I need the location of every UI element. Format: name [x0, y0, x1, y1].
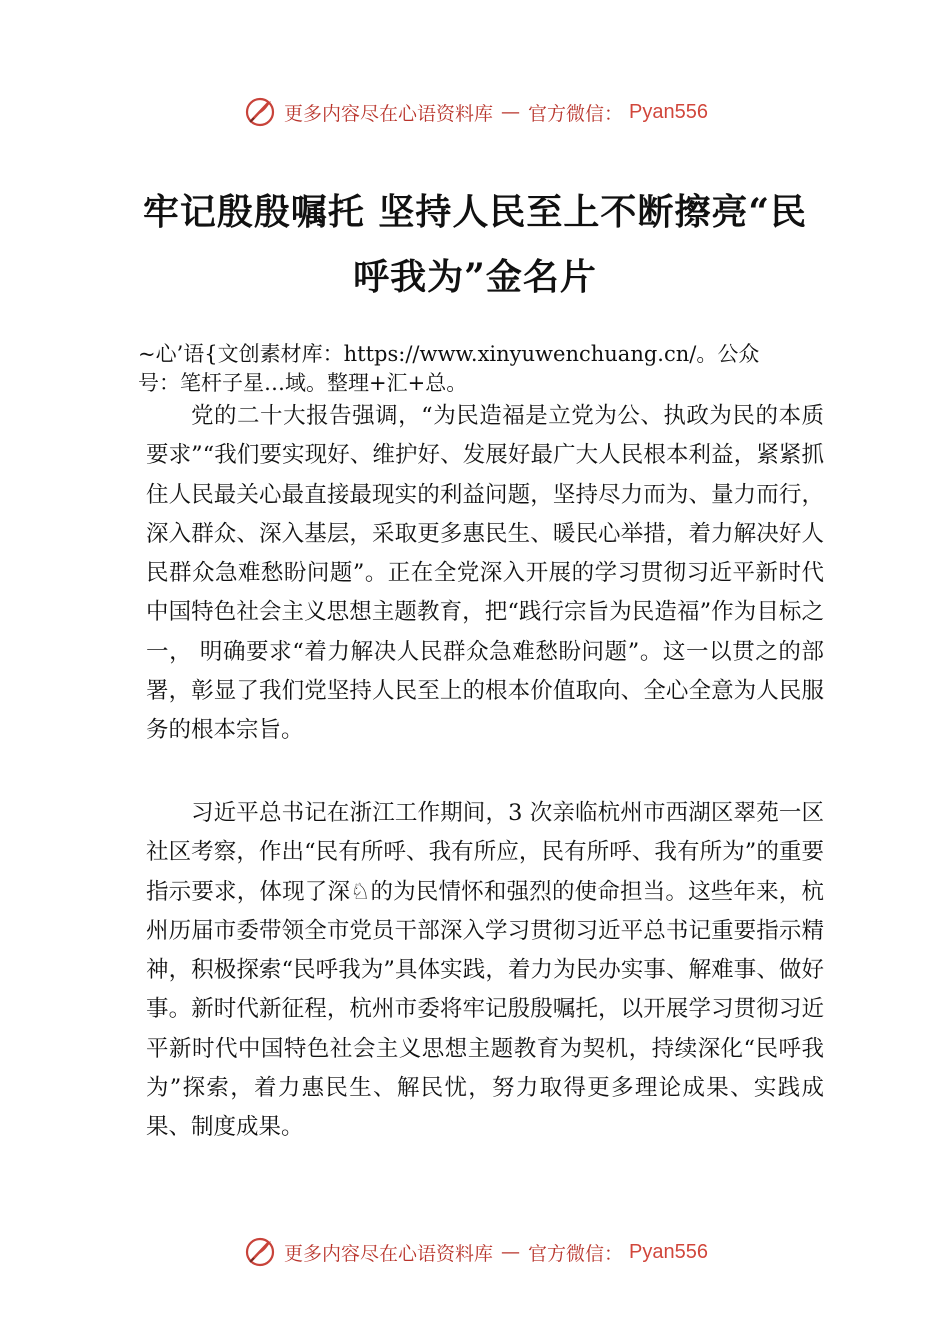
header-watermark [0, 94, 950, 130]
source-line-2: 号：笔杆子星…域。整理+汇+总。 [138, 371, 468, 395]
title-line-2: 呼我为”金名片 [353, 256, 597, 298]
watermark-separator: — [501, 101, 521, 123]
quill-circle-icon [242, 1234, 278, 1270]
document-title [100, 180, 850, 310]
body-paragraph-1 [146, 397, 824, 751]
watermark-wechat-id: Pyan556 [629, 100, 708, 123]
title-line-1: 牢记殷殷嘱托 坚持人民至上不断擦亮“民 [142, 191, 808, 233]
watermark-brand: 更多内容尽在心语资料库 [284, 1242, 494, 1265]
watermark-wechat-label: 官方微信： [528, 1242, 624, 1265]
source-note [138, 340, 838, 398]
source-line-1: ~心’语{文创素材库：https://www.xinyuwenchuang.cn/。公众 [138, 342, 760, 366]
body-paragraph-2 [146, 794, 824, 1148]
watermark-wechat-label: 官方微信： [528, 102, 624, 125]
paragraph-text: 党的二十大报告强调，“为民造福是立党为公、执政为民的本质要求”“我们要实现好、维护好、发展好最广大人民根本利益，紧紧抓住人民最关心最直接最现实的利益问题，坚持尽力而为、量力而行，深入群众、深入基层，采取更多惠民生、暖民心举措，着力解决好人民群众急难愁盼问题”。正在全党深入开展的学习贯彻习近平新时代中国特色社会主义思想主题教育，把“践行宗旨为民造福”作为目标之一， 明确要求“着力解决人民群众急难愁盼问题”。这一以贯之的部署，彰显了我们党坚持人民至上的根本价值取向、全心全意为人民服务的根本宗旨。 [146, 403, 824, 744]
watermark-wechat-id: Pyan556 [629, 1240, 708, 1263]
watermark-separator: — [501, 1241, 521, 1263]
footer-watermark [0, 1234, 950, 1270]
watermark-brand: 更多内容尽在心语资料库 [284, 102, 494, 125]
quill-circle-icon [242, 94, 278, 130]
paragraph-text: 习近平总书记在浙江工作期间，3 次亲临杭州市西湖区翠苑一区社区考察，作出“民有所呼、我有所应，民有所呼、我有所为”的重要指示要求，体现了深♘的为民情怀和强烈的使命担当。这些年来，杭州历届市委带领全市党员干部深入学习贯彻习近平总书记重要指示精神，积极探索“民呼我为”具体实践，着力为民办实事、解难事、做好事。新时代新征程，杭州市委将牢记殷殷嘱托，以开展学习贯彻习近平新时代中国特色社会主义思想主题教育为契机，持续深化“民呼我为”探索，着力惠民生、解民忧，努力取得更多理论成果、实践成果、制度成果。 [146, 800, 824, 1141]
